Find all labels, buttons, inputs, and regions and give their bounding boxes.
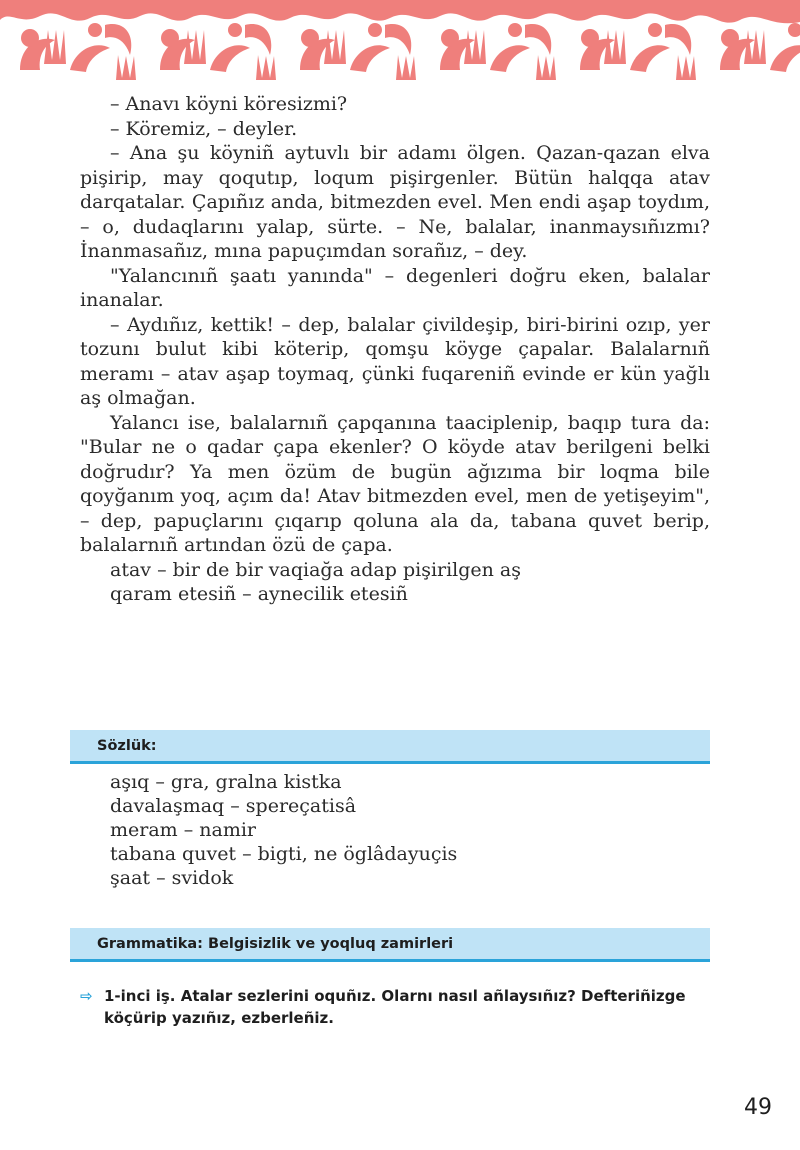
paragraph: "Yalancınıñ şaatı yanında" – degenleri doğru eken, balalar inanalar. (80, 264, 710, 311)
paragraph: – Anavı köyni köresizmi? (110, 93, 348, 115)
vocabulary-list (110, 770, 457, 890)
page-number: 49 (744, 1095, 772, 1120)
paragraph: – Ana şu köyniñ aytuvlı bir adamı ölgen. Qazan-qazan elva pişirip, may qoqutıp, loqum pişirgenler. Bütün halqqa atav darqatalar. Çapıñız anda, bitmezden evel. Men endi aşap toydım, – o, dudaqlarını yalap, sürte. – Ne, balalar, inanmaysıñızmı? İnanmasañız, mına papuçımdan sorañız, – dey. (80, 142, 710, 262)
footnote: atav – bir de bir vaqiağa adap pişirilgen aş (110, 558, 522, 581)
sozluk-header: Sözlük: (70, 730, 710, 764)
floral-border-ornament (0, 0, 800, 80)
paragraph: – Köremiz, – deyler. (110, 117, 298, 140)
exercise-text: 1-inci iş. Atalar sezlerini oquñız. Olarnı nasıl añlaysıñız? Defteriñizge köçürip yazıñız, ezberleñiz. (104, 987, 686, 1027)
footnote: qaram etesiñ – aynecilik etesiñ (110, 582, 408, 605)
vocab-item: aşıq – gra, gralna kistka (110, 771, 342, 793)
main-text (80, 92, 710, 606)
grammar-header: Grammatika: Belgisizlik ve yoqluq zamirleri (70, 928, 710, 962)
exercise (80, 985, 720, 1029)
vocab-item: şaat – svidok (110, 867, 234, 889)
vocab-item: meram – namir (110, 819, 257, 841)
paragraph: Yalancı ise, balalarnıñ çapqanına taaciplenip, baqıp tura da: "Bular ne o qadar çapa ekenler? O köyde atav berilgeni belki doğrudır? Ya men özüm de bugün ağızıma bir loqma bile qoyğanım yoq, açım da! Atav bitmezden evel, men de yetişeyim", – dep, papuçlarını çıqarıp qoluna ala da, tabana quvet berip, balalarnıñ artından özü de çapa. (80, 411, 710, 556)
paragraph: – Aydıñız, kettik! – dep, balalar çivildeşip, biri-birini ozıp, yer tozunı bulut kibi köterip, qomşu köyge çapalar. Balalarnıñ meramı – atav aşap toymaq, çünki fuqareniñ evinde er kün yağlı aş olmağan. (80, 313, 710, 409)
vocab-item: davalaşmaq – spereçatisâ (110, 795, 357, 817)
arrow-right-icon: ⇨ (80, 987, 93, 1005)
vocab-item: tabana quvet – bigti, ne öglâdayuçis (110, 843, 458, 865)
